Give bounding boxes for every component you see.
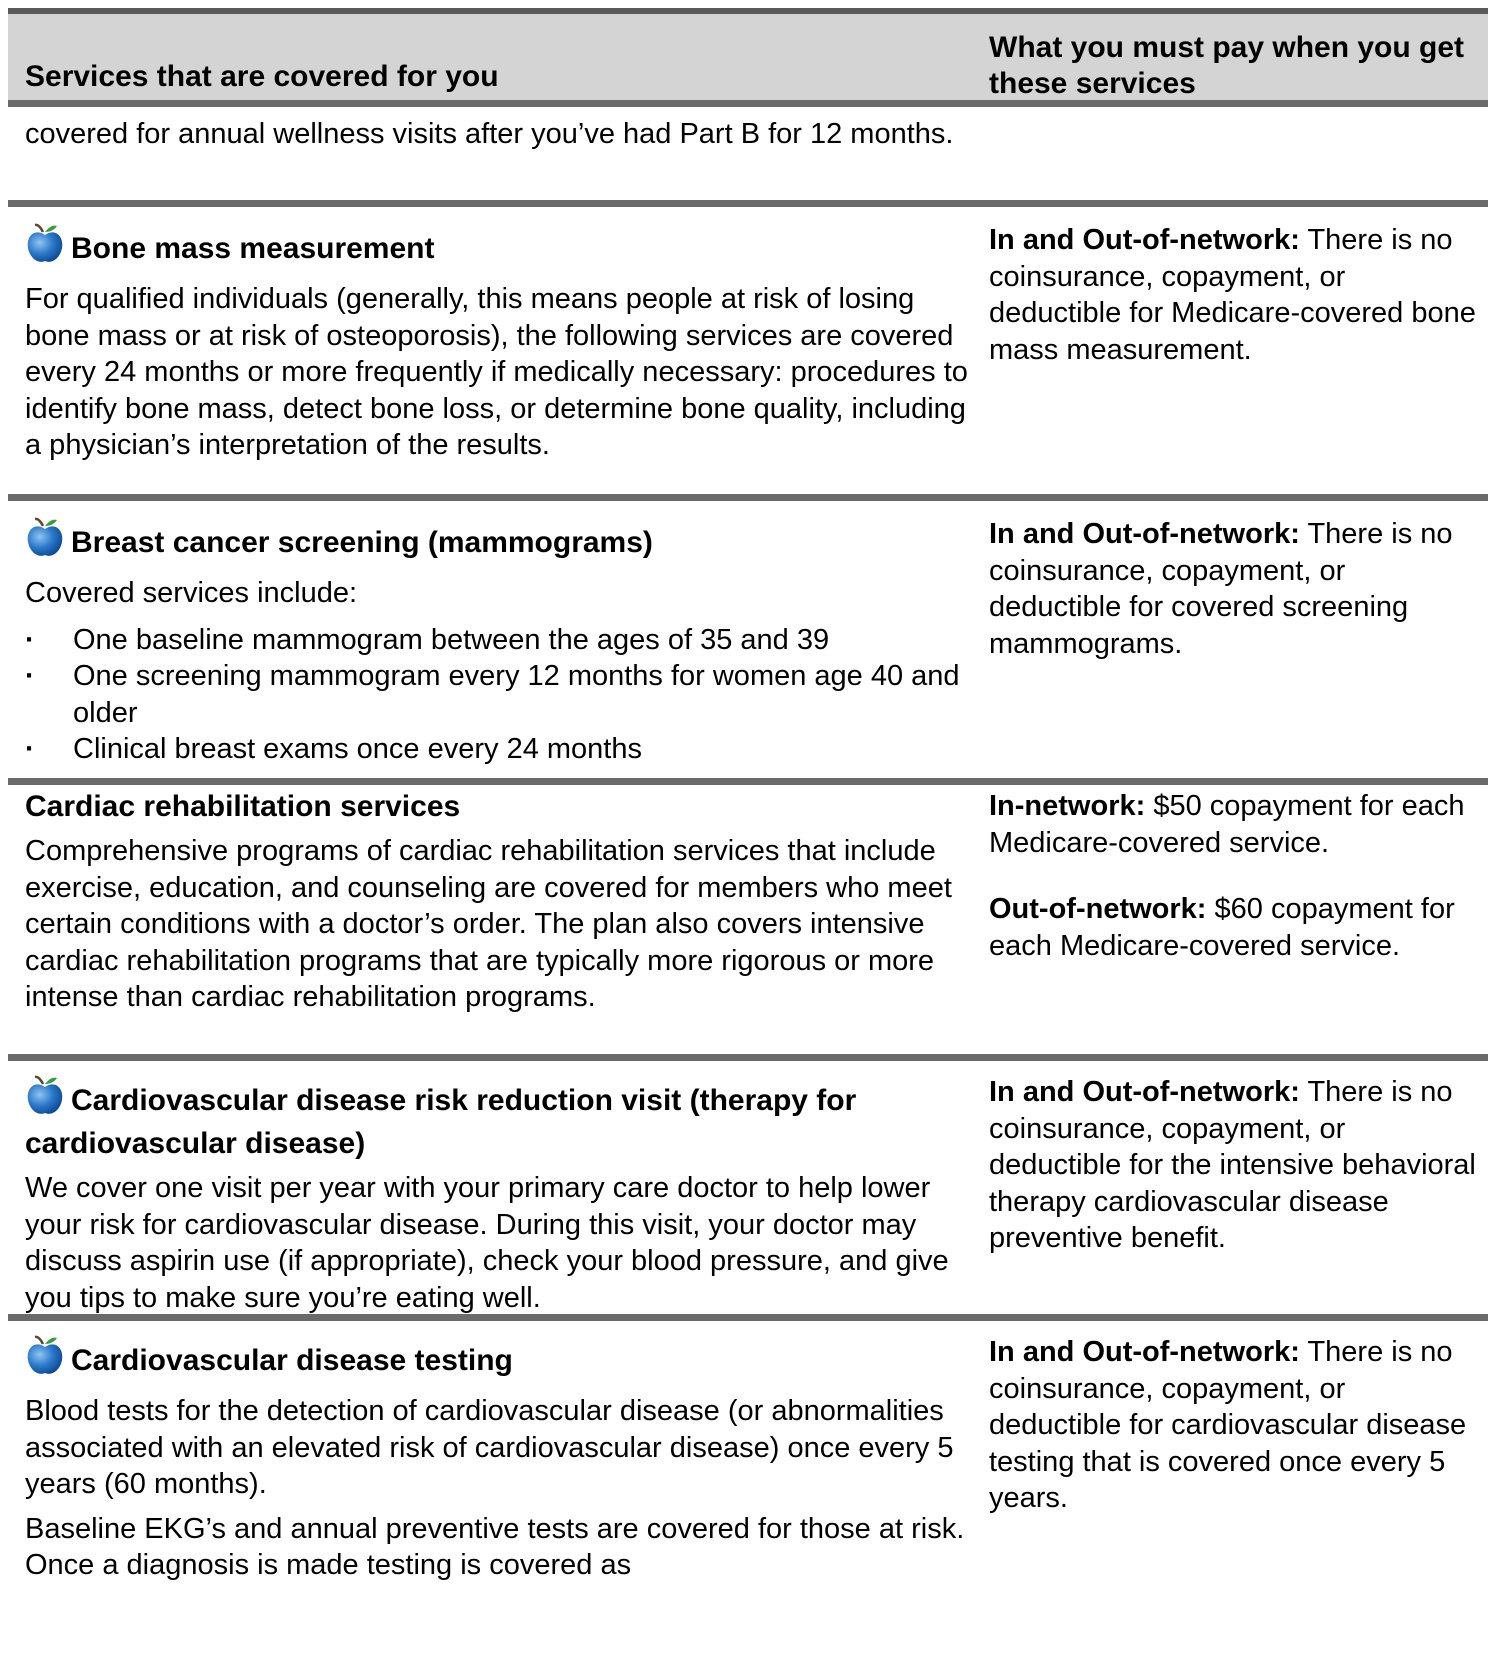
row-title: Breast cancer screening (mammograms) (25, 516, 970, 567)
list-item: · One baseline mammogram between the ages of 35 and 39 (25, 622, 970, 659)
divider (8, 778, 1488, 785)
row-body: For qualified individuals (generally, this means people at risk of losing bone mass or at risk of osteoporosis), the following services are covered every 24 months or more frequently if medically necessary: procedures to identify bone mass, detect bone loss, or determine bone quality, including a physician’s interpretation of the results. (25, 283, 968, 461)
pay-bone-mass: In and Out-of-network: There is no coinsurance, copayment, or deductible for Medicare-covered bone mass measurement. (989, 224, 1476, 366)
divider (8, 1314, 1488, 1321)
pay-cvd-risk: In and Out-of-network: There is no coinsurance, copayment, or deductible for the intensive behavioral therapy cardiovascular disease preventive benefit. (989, 1076, 1476, 1254)
row-body: We cover one visit per year with your primary care doctor to help lower your risk for cardiovascular disease. During this visit, your doctor may discuss aspirin use (if appropriate), check your blood pressure, and give you tips to make sure you’re eating well. (25, 1172, 949, 1314)
row-body-2: Baseline EKG’s and annual preventive tests are covered for those at risk. Once a diagnosis is made testing is covered as (25, 1512, 965, 1581)
pay-label: In and Out-of-network: (989, 518, 1300, 550)
divider (8, 494, 1488, 501)
header-payment: What you must pay when you get these services (989, 31, 1465, 100)
divider (8, 100, 1488, 107)
apple-icon (25, 516, 65, 567)
row-breast-cancer (25, 516, 970, 768)
header-services: Services that are covered for you (25, 60, 499, 93)
pay-cardiac-rehab: In-network: $50 copayment for each Medicare-covered service. Out-of-network: $60 copayment for each Medicare-covered service. (989, 790, 1465, 962)
pay-label: In and Out-of-network: (989, 1076, 1300, 1108)
list-item: · One screening mammogram every 12 months for women age 40 and older (25, 658, 970, 731)
row-title: Cardiac rehabilitation services (25, 790, 461, 823)
pay-cvd-testing: In and Out-of-network: There is no coinsurance, copayment, or deductible for cardiovascular disease testing that is covered once every 5 years. (989, 1336, 1467, 1514)
list-item: · Clinical breast exams once every 24 months (25, 731, 970, 768)
pay-label: In and Out-of-network: (989, 224, 1300, 256)
pay-label: In and Out-of-network: (989, 1336, 1300, 1368)
apple-icon (25, 1334, 65, 1385)
apple-icon (25, 1074, 65, 1125)
pay-label: In-network: (989, 790, 1146, 822)
bullet-list (25, 622, 970, 768)
row-body: Comprehensive programs of cardiac rehabilitation services that include exercise, education, and counseling are covered for members who meet certain conditions with a doctor’s order. The plan also covers intensive cardiac rehabilitation programs that are typically more rigorous or more intense than cardiac rehabilitation programs. (25, 835, 952, 1013)
row-intro: Covered services include: (25, 577, 358, 609)
row-cvd-testing (25, 1334, 970, 1584)
table-header (8, 8, 1488, 104)
divider (8, 1054, 1488, 1061)
row-title: Bone mass measurement (25, 222, 970, 273)
row-body: Blood tests for the detection of cardiovascular disease (or abnormalities associated with an elevated risk of cardiovascular disease) once every 5 years (60 months). (25, 1395, 954, 1500)
row-title: Cardiovascular disease risk reduction visit (therapy for cardiovascular disease) (25, 1074, 970, 1162)
row-cardiac-rehab (25, 788, 970, 1016)
apple-icon (25, 222, 65, 273)
row-bone-mass (25, 222, 970, 464)
continued-text: covered for annual wellness visits after you’ve had Part B for 12 months. (25, 118, 954, 150)
row-cvd-risk (25, 1074, 970, 1316)
divider (8, 200, 1488, 207)
pay-label-2: Out-of-network: (989, 893, 1207, 925)
row-title: Cardiovascular disease testing (25, 1334, 970, 1385)
pay-breast-cancer: In and Out-of-network: There is no coinsurance, copayment, or deductible for covered screening mammograms. (989, 518, 1453, 660)
